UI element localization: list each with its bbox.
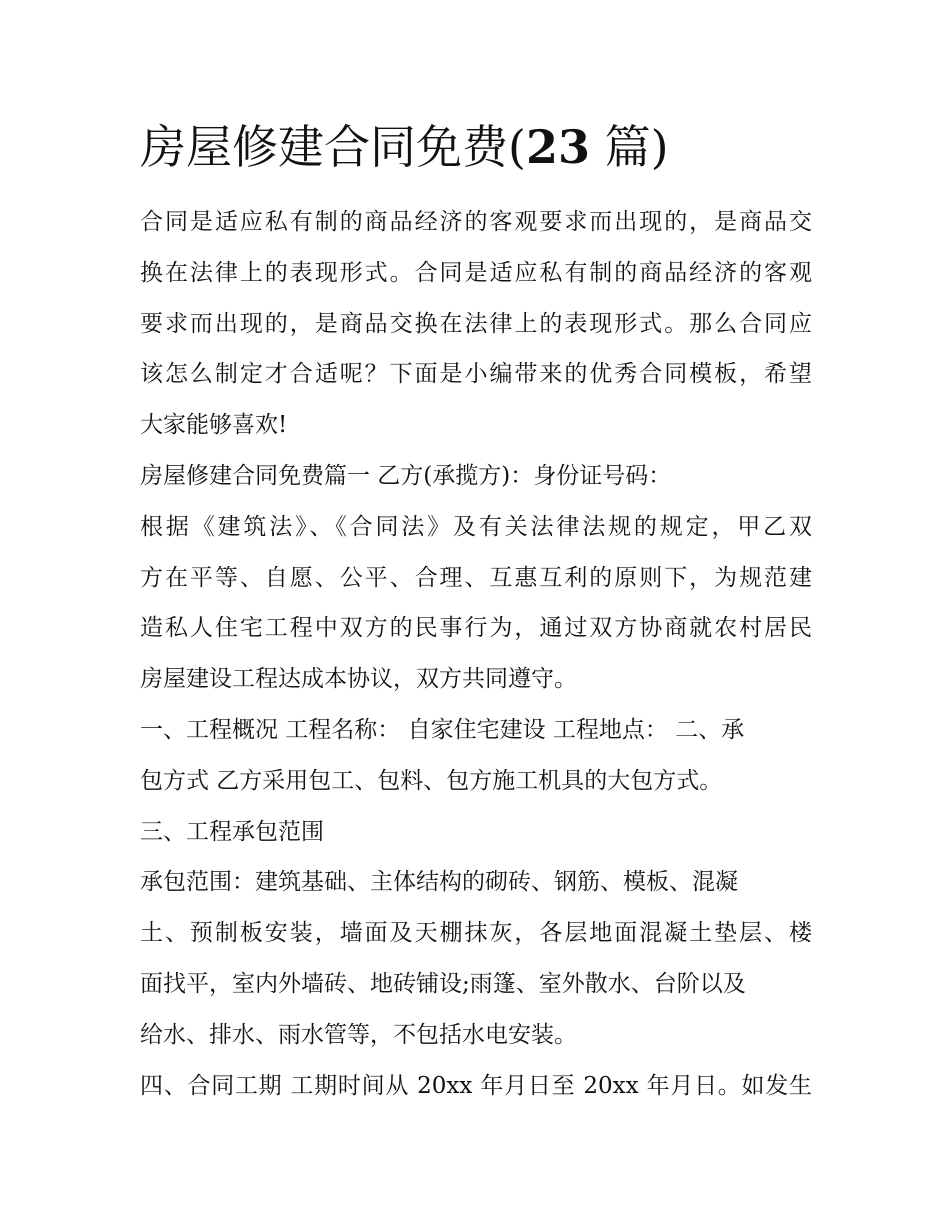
paragraph-line: 方在平等、自愿、公平、合理、互惠互利的原则下，为规范建	[140, 564, 812, 591]
paragraph-line: 要求而出现的，是商品交换在法律上的表现形式。那么合同应	[140, 310, 812, 337]
paragraph-line: 面找平，室内外墙砖、地砖铺设;雨篷、室外散水、台阶以及	[140, 970, 746, 997]
paragraph-line: 一、工程概况 工程名称： 自家住宅建设 工程地点： 二、承	[140, 716, 745, 743]
title-prefix: 房屋修建合同免费(	[140, 120, 526, 174]
paragraph-line: 造私人住宅工程中双方的民事行为，通过双方协商就农村居民	[140, 615, 812, 642]
paragraph-line: 房屋修建合同免费篇一 乙方(承揽方)：身份证号码：	[140, 462, 672, 489]
paragraph-line: 三、工程承包范围	[140, 818, 324, 845]
document-body	[140, 197, 812, 1111]
document-title	[140, 116, 669, 178]
paragraph-line: 根据《建筑法》、《合同法》及有关法律法规的规定，甲乙双	[140, 513, 812, 540]
paragraph-line: 合同是适应私有制的商品经济的客观要求而出现的，是商品交	[140, 209, 812, 235]
paragraph-line: 给水、排水、雨水管等，不包括水电安装。	[140, 1021, 577, 1048]
paragraph-line: 该怎么制定才合适呢？下面是小编带来的优秀合同模板，希望	[140, 361, 812, 388]
paragraph-line: 包方式 乙方采用包工、包料、包方施工机具的大包方式。	[140, 767, 723, 794]
paragraph-line: 大家能够喜欢!	[140, 412, 288, 439]
paragraph-line: 承包范围：建筑基础、主体结构的砌砖、钢筋、模板、混凝	[140, 869, 738, 896]
paragraph-line: 土、预制板安装，墙面及天棚抹灰，各层地面混凝土垫层、楼	[140, 920, 812, 947]
title-suffix: 篇)	[589, 120, 669, 174]
paragraph-line: 四、合同工期 工期时间从 20xx 年月日至 20xx 年月日。如发生	[140, 1072, 812, 1099]
paragraph-line: 房屋建设工程达成本协议，双方共同遵守。	[140, 666, 577, 693]
paragraph-line: 换在法律上的表现形式。合同是适应私有制的商品经济的客观	[140, 259, 812, 286]
title-count: 23	[525, 120, 590, 174]
